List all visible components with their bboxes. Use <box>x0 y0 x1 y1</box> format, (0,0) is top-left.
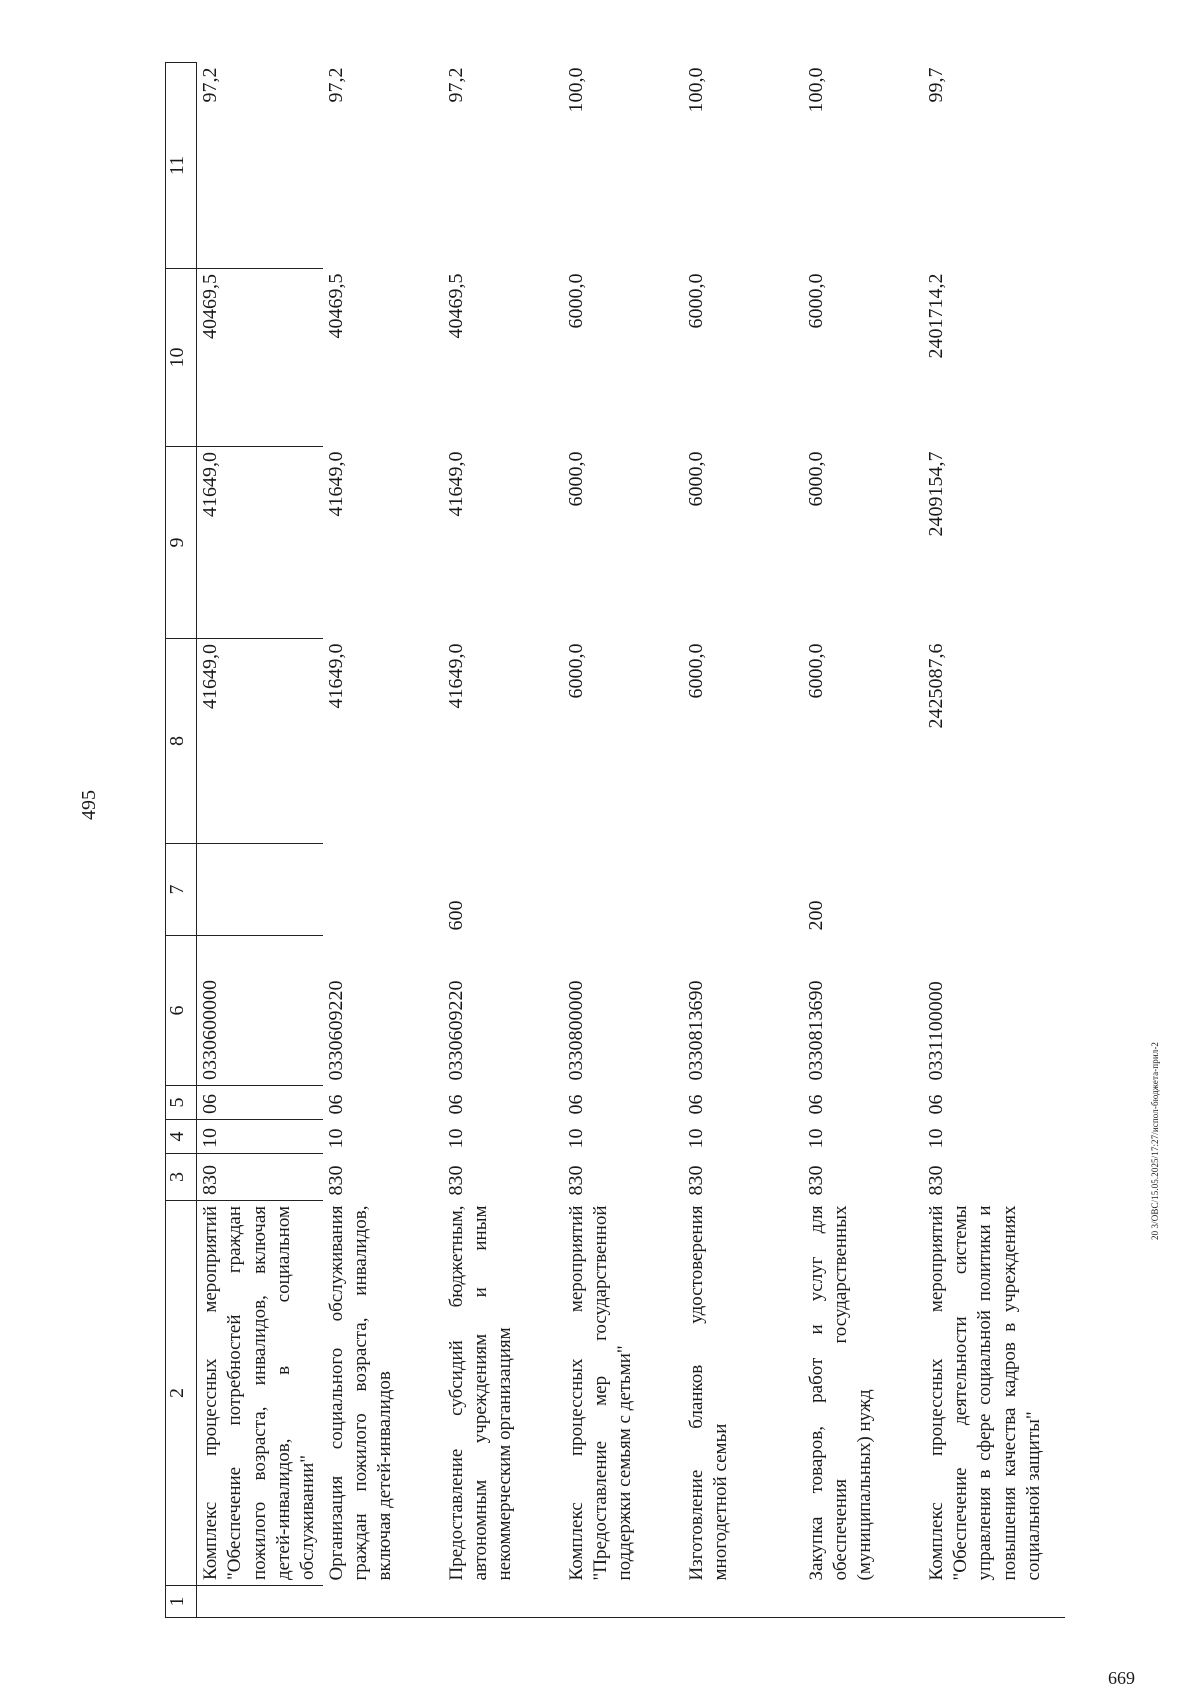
header-col-8: 8 <box>166 639 197 844</box>
table-row <box>197 63 323 1618</box>
row-col-4: 10 <box>924 1128 947 1149</box>
row-col-5: 06 <box>324 1094 347 1115</box>
row-col-4: 10 <box>324 1128 347 1149</box>
header-col-9: 9 <box>166 447 197 639</box>
row-col-8: 6000,0 <box>684 643 707 699</box>
header-col-4: 4 <box>166 1120 197 1154</box>
row-col-9: 41649,0 <box>444 451 467 517</box>
row-col-4: 10 <box>684 1128 707 1149</box>
row-col-11: 100,0 <box>684 67 707 113</box>
row-col-3: 830 <box>197 1154 323 1201</box>
row-col-5: 06 <box>924 1094 947 1115</box>
row-col-1 <box>197 1586 323 1618</box>
budget-table <box>165 62 1065 1618</box>
row-col-6: 0330813690 <box>804 980 827 1081</box>
row-col-3: 830 <box>564 1165 587 1196</box>
row-col-7 <box>323 844 443 936</box>
row-col-6: 0330609220 <box>324 980 347 1081</box>
row-col-7: 200 <box>804 900 827 931</box>
table-row <box>923 63 1065 1618</box>
table-row <box>323 63 443 1618</box>
row-col-9: 41649,0 <box>324 451 347 517</box>
rotated-table-wrapper <box>165 63 1044 1618</box>
header-col-7: 7 <box>166 844 197 936</box>
row-col-10: 40469,5 <box>324 273 347 339</box>
row-col-11: 100,0 <box>564 67 587 113</box>
row-col-5: 06 <box>197 1086 323 1120</box>
row-col-3: 830 <box>684 1165 707 1196</box>
row-col-6: 0330609220 <box>444 980 467 1081</box>
row-col-3: 830 <box>444 1165 467 1196</box>
row-col-9: 6000,0 <box>564 451 587 507</box>
row-col-4: 10 <box>804 1128 827 1149</box>
header-col-2: 2 <box>166 1201 197 1586</box>
row-col-7: 600 <box>444 900 467 931</box>
row-col-10: 40469,5 <box>444 273 467 339</box>
header-col-1: 1 <box>166 1586 197 1618</box>
row-col-1 <box>323 1586 443 1618</box>
row-col-11: 99,7 <box>924 67 947 103</box>
row-description: Предоставление субсидий бюджетным, автономным учреждениям и иным некоммерческим организациям <box>445 1205 516 1581</box>
row-col-9: 41649,0 <box>197 447 323 639</box>
row-col-8: 2425087,6 <box>924 643 947 729</box>
header-col-3: 3 <box>166 1154 197 1201</box>
page-top-number: 495 <box>78 790 100 820</box>
row-col-6: 0331100000 <box>924 981 947 1081</box>
row-col-11: 97,2 <box>324 67 347 103</box>
row-col-6: 0330600000 <box>197 936 323 1086</box>
header-row <box>166 63 197 1618</box>
document-code: 20 3/ОВС/15.05.2025/17:27/испол-бюджета-прил-2 <box>1150 1041 1160 1240</box>
row-col-1 <box>443 1586 563 1618</box>
table-row <box>803 63 923 1618</box>
row-col-8: 6000,0 <box>564 643 587 699</box>
header-col-6: 6 <box>166 936 197 1086</box>
row-col-10: 6000,0 <box>564 273 587 329</box>
row-col-9: 6000,0 <box>804 451 827 507</box>
row-col-1 <box>563 1586 683 1618</box>
row-col-9: 2409154,7 <box>924 451 947 537</box>
table-body <box>197 63 1065 1618</box>
row-col-10: 2401714,2 <box>924 273 947 359</box>
row-description: Комплекс процессных мероприятий "Обеспечение деятельности системы управления в сфере социальной политики и повышения качества кадров в учреждениях социальной защиты" <box>925 1205 1044 1581</box>
row-col-8: 41649,0 <box>197 639 323 844</box>
row-col-7 <box>563 844 683 936</box>
table-row <box>563 63 683 1618</box>
row-col-5: 06 <box>564 1094 587 1115</box>
row-col-3: 830 <box>804 1165 827 1196</box>
row-col-5: 06 <box>444 1094 467 1115</box>
row-description: Изготовление бланков удостоверения многодетной семьи <box>685 1205 731 1581</box>
row-col-3: 830 <box>924 1165 947 1196</box>
row-col-3: 830 <box>324 1165 347 1196</box>
row-col-8: 6000,0 <box>804 643 827 699</box>
row-col-7 <box>683 844 803 936</box>
row-description: Организация социального обслуживания граждан пожилого возраста, инвалидов, включая детей-инвалидов <box>325 1205 396 1581</box>
header-col-11: 11 <box>166 63 197 269</box>
row-col-4: 10 <box>444 1128 467 1149</box>
row-col-11: 100,0 <box>804 67 827 113</box>
row-col-10: 40469,5 <box>197 269 323 447</box>
row-col-1 <box>683 1586 803 1618</box>
row-col-11: 97,2 <box>197 63 323 269</box>
table-row <box>443 63 563 1618</box>
row-col-5: 06 <box>804 1094 827 1115</box>
page-bottom-number: 669 <box>1108 1668 1135 1688</box>
header-col-10: 10 <box>166 269 197 447</box>
row-description: Комплекс процессных мероприятий "Предоставление мер государственной поддержки семьям с детьми" <box>565 1205 636 1581</box>
table-row <box>683 63 803 1618</box>
row-col-6: 0330800000 <box>564 980 587 1081</box>
row-col-10: 6000,0 <box>684 273 707 329</box>
row-col-4: 10 <box>197 1120 323 1154</box>
row-col-11: 97,2 <box>444 67 467 103</box>
row-col-1 <box>923 1586 1065 1618</box>
row-col-10: 6000,0 <box>804 273 827 329</box>
table-header <box>166 63 197 1618</box>
header-col-5: 5 <box>166 1086 197 1120</box>
row-col-5: 06 <box>684 1094 707 1115</box>
row-description: Закупка товаров, работ и услуг для обеспечения государственных (муниципальных) нужд <box>805 1205 876 1581</box>
row-col-8: 41649,0 <box>444 643 467 709</box>
row-col-9: 6000,0 <box>684 451 707 507</box>
row-col-7 <box>923 844 1065 936</box>
row-col-1 <box>803 1586 923 1618</box>
row-col-8: 41649,0 <box>324 643 347 709</box>
row-col-7 <box>197 844 323 936</box>
row-description: Комплекс процессных мероприятий "Обеспечение потребностей граждан пожилого возраста, инвалидов, включая детей-инвалидов, в социальном обслуживании" <box>197 1201 323 1586</box>
row-col-4: 10 <box>564 1128 587 1149</box>
row-col-6: 0330813690 <box>684 980 707 1081</box>
